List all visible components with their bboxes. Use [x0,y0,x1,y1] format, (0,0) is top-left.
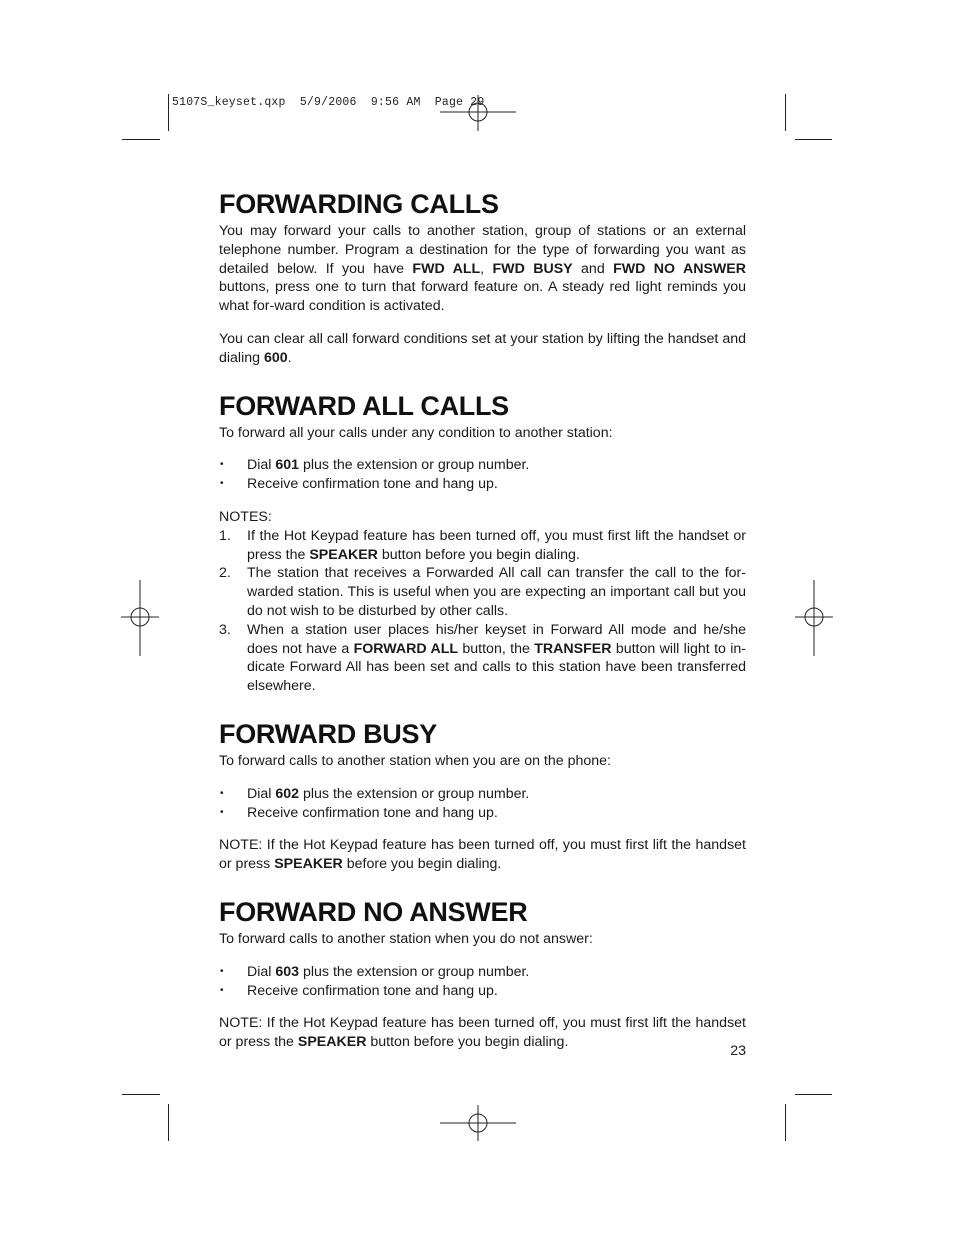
intro: To forward calls to another station when you are on the phone: [219,752,611,769]
text: Dial [247,457,276,474]
button-name: SPEAKER [274,856,343,873]
section-forwarding-calls [219,188,746,368]
registration-mark-icon [440,95,516,131]
text: plus the extension or group number. [299,785,530,802]
button-name: SPEAKER [309,546,378,563]
registration-mark-icon [795,580,833,656]
text: Dial [247,963,276,980]
button-name: SPEAKER [297,1034,367,1051]
text: You can clear all call forward conditions set at your station by lifting the handset and dialing [219,330,746,366]
page-content [219,188,746,1052]
list-item [219,564,746,620]
text: before you begin dialing. [342,856,502,873]
text: button before you begin dialing. [377,546,580,563]
section-forward-all-calls [219,390,746,696]
note [219,1014,746,1052]
bullet-list [219,963,746,1001]
section-title: FORWARD ALL CALLS [219,390,509,421]
text: Receive confirmation tone and hang up. [247,476,498,493]
text: plus the extension or group number. [299,963,530,980]
note-number: 1. [219,527,231,544]
text: button, the [458,640,535,657]
section-forward-no-answer [219,896,746,1052]
list-item [219,982,746,1001]
button-name: TRANSFER [534,640,612,657]
crop-mark [795,139,832,140]
crop-mark [795,1094,832,1095]
printer-slug: 5107S_keyset.qxp 5/9/2006 9:56 AM Page 29 [172,96,485,109]
button-name: FWD BUSY [492,260,573,277]
text: , [480,260,493,277]
paragraph [219,222,746,316]
bullet-icon: • [220,806,224,818]
text: plus the extension or group number. [299,457,530,474]
note [219,836,746,874]
page-number: 23 [730,1043,746,1059]
list-item [219,621,746,696]
button-name: FWD NO ANSWER [613,260,747,277]
registration-mark-icon [121,580,159,656]
notes-list [219,527,746,696]
text: NOTE: If the Hot Keypad feature has been turned off, you must first lift the handset or press [219,837,746,873]
bullet-icon: • [220,478,224,490]
dial-code: 600 [263,349,288,366]
dial-code: 603 [275,963,300,980]
crop-mark [785,1104,786,1141]
text: NOTE: If the Hot Keypad feature has been turned off, you must first lift the handset or press the [219,1015,746,1051]
text: Dial [247,785,276,802]
text: When a station user places his/her keyset in Forward All mode and he/she does not have a [247,621,746,657]
bullet-icon: • [220,459,224,471]
crop-mark [785,94,786,131]
section-forward-busy [219,718,746,874]
paragraph [219,330,746,368]
registration-mark-icon [440,1105,516,1141]
bullet-icon: • [220,787,224,799]
text: button will light to in-dicate Forward All has been set and calls to this station have been transferred elsewhere. [247,640,747,695]
section-title: FORWARD NO ANSWER [219,896,528,927]
intro: To forward calls to another station when you do not answer: [219,930,593,947]
list-item [219,963,746,982]
intro: To forward all your calls under any condition to another station: [219,424,613,441]
list-item [219,785,746,804]
dial-code: 601 [275,457,300,474]
text: button before you begin dialing. [366,1034,569,1051]
text: Receive confirmation tone and hang up. [247,982,498,999]
text: If the Hot Keypad feature has been turned off, you must first lift the handset or press the [247,527,746,563]
note-number: 3. [219,621,231,638]
bullet-list [219,456,746,494]
bullet-list [219,785,746,823]
crop-mark [122,139,160,140]
text: Receive confirmation tone and hang up. [247,804,498,821]
list-item [219,475,746,494]
text: and [572,260,614,277]
crop-mark [168,94,169,131]
dial-code: 602 [275,785,300,802]
crop-mark [122,1094,160,1095]
button-name: FORWARD ALL [353,640,459,657]
bullet-icon: • [220,984,224,996]
notes-label: NOTES: [219,508,272,525]
list-item [219,456,746,475]
text: . [287,349,292,366]
list-item [219,527,746,565]
button-name: FWD ALL [412,260,481,277]
note-number: 2. [219,565,231,582]
section-title: FORWARDING CALLS [219,189,499,219]
section-title: FORWARD BUSY [219,718,437,749]
text: buttons, press one to turn that forward feature on. A steady red light reminds you what for-ward condition is activated. [219,279,746,315]
crop-mark [168,1104,169,1141]
text: The station that receives a Forwarded All call can transfer the call to the for-warded station. This is useful when you are expecting an important call but you do not wish to be disturbed by other calls. [247,565,746,619]
list-item [219,804,746,823]
bullet-icon: • [220,965,224,977]
text: You may forward your calls to another station, group of stations or an external telephone number. Program a destination for the type of forwarding you want as detailed below. If you have [219,223,746,277]
